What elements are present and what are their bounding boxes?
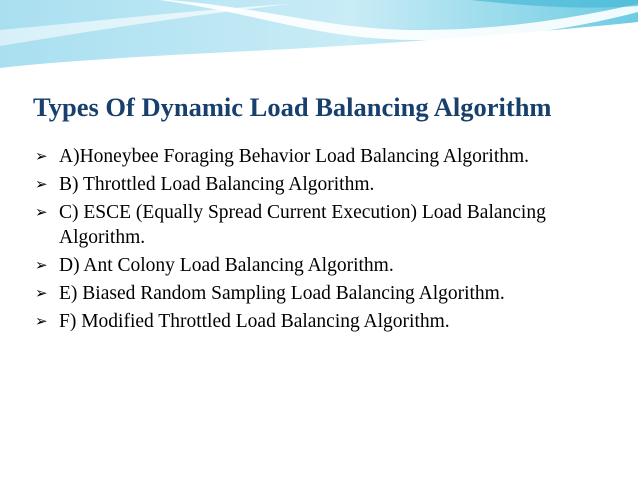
wave-base [0,0,638,68]
bullet-item [33,253,623,278]
bullet-text: D) Ant Colony Load Balancing Algorithm. [59,255,394,276]
bullet-item [33,309,623,334]
bullet-text: F) Modified Throttled Load Balancing Algorithm. [59,311,450,332]
arrowhead-bullet-icon: ➢ [35,147,48,165]
arrowhead-bullet-icon: ➢ [35,256,48,274]
bullet-text: C) ESCE (Equally Spread Current Execution) Load Balancing Algorithm. [59,202,546,248]
arrowhead-bullet-icon: ➢ [35,312,48,330]
bullet-text: E) Biased Random Sampling Load Balancing Algorithm. [59,283,505,304]
bullet-item [33,144,623,169]
bullet-item [33,200,623,250]
arrowhead-bullet-icon: ➢ [35,203,48,221]
bullet-text: B) Throttled Load Balancing Algorithm. [59,174,375,195]
bullet-item [33,172,623,197]
arrowhead-bullet-icon: ➢ [35,175,48,193]
bullet-list [33,144,623,337]
header-wave-decoration [0,0,638,80]
bullet-text: A)Honeybee Foraging Behavior Load Balancing Algorithm. [59,146,530,167]
arrowhead-bullet-icon: ➢ [35,284,48,302]
slide-title: Types Of Dynamic Load Balancing Algorithm [33,92,552,122]
bullet-item [33,281,623,306]
